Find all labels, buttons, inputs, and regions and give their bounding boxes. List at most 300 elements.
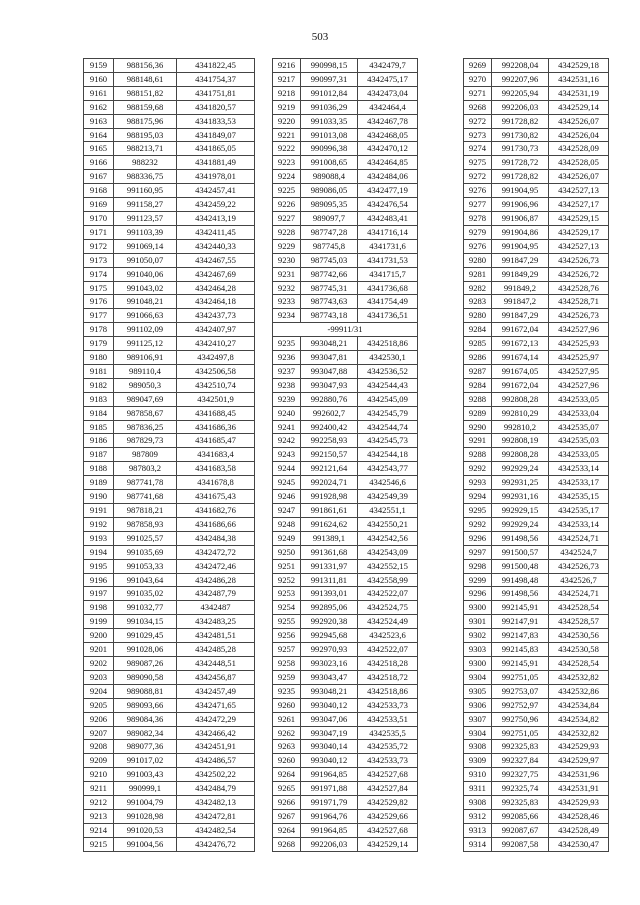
coord-x: 988148,61 (114, 72, 177, 86)
coord-x: 992325,83 (492, 740, 549, 754)
coord-x: 989106,91 (114, 351, 177, 365)
table-row (464, 601, 609, 615)
table-row (464, 615, 609, 629)
table-row (84, 782, 255, 796)
coord-y: 4342528,54 (549, 656, 609, 670)
table-row (273, 698, 418, 712)
coord-x: 991672,04 (492, 378, 549, 392)
point-id: 9196 (84, 573, 114, 587)
point-id: 9280 (464, 253, 492, 267)
table-row (84, 114, 255, 128)
table-row (464, 782, 609, 796)
coord-y: 4342526,72 (549, 267, 609, 281)
coord-x: 991123,57 (114, 211, 177, 225)
table-row (84, 309, 255, 323)
coord-y: 4342533,14 (549, 462, 609, 476)
table-row (273, 504, 418, 518)
table-row (464, 670, 609, 684)
coord-x: 988195,03 (114, 128, 177, 142)
point-id: 9235 (273, 684, 301, 698)
point-id: 9266 (273, 796, 301, 810)
coord-x: 991035,02 (114, 587, 177, 601)
coord-y: 4342552,15 (358, 559, 418, 573)
table-row (273, 114, 418, 128)
coord-x: 991672,04 (492, 323, 549, 337)
coord-x: 991674,05 (492, 364, 549, 378)
coord-y: 4342528,49 (549, 823, 609, 837)
coord-y: 4342526,73 (549, 309, 609, 323)
table-row (273, 100, 418, 114)
table-row (273, 823, 418, 837)
coord-x: 991861,61 (301, 504, 358, 518)
table-row (84, 809, 255, 823)
coord-y: 4342457,49 (177, 684, 255, 698)
table-row (84, 490, 255, 504)
point-id: 9258 (273, 656, 301, 670)
coord-x: 991971,79 (301, 796, 358, 810)
point-id: 9222 (273, 142, 301, 156)
coord-y: 4342529,97 (549, 754, 609, 768)
point-id: 9295 (464, 504, 492, 518)
coord-x: 991498,56 (492, 531, 549, 545)
table-row (84, 670, 255, 684)
coord-y: 4341820,57 (177, 100, 255, 114)
table-row (273, 573, 418, 587)
coord-y: 4341833,53 (177, 114, 255, 128)
table-row (464, 629, 609, 643)
table-row (273, 198, 418, 212)
point-id: 9181 (84, 364, 114, 378)
table-row (273, 267, 418, 281)
table-row (273, 239, 418, 253)
point-id: 9193 (84, 531, 114, 545)
coord-y: 4342530,56 (549, 629, 609, 643)
coord-x: 992325,74 (492, 782, 549, 796)
point-id: 9249 (273, 531, 301, 545)
coord-x: 991032,77 (114, 601, 177, 615)
coord-y: 4342528,71 (549, 295, 609, 309)
coord-x: 992147,91 (492, 615, 549, 629)
point-id: 9233 (273, 295, 301, 309)
table-row (273, 170, 418, 184)
table-row (84, 712, 255, 726)
table-row (84, 504, 255, 518)
coord-x: 993023,16 (301, 656, 358, 670)
point-id: 9220 (273, 114, 301, 128)
coord-y: 4342528,09 (549, 142, 609, 156)
coord-y: 4342529,14 (549, 100, 609, 114)
coord-y: 4342529,14 (358, 837, 418, 851)
table-row (84, 170, 255, 184)
coord-x: 992150,57 (301, 448, 358, 462)
coord-x: 988232 (114, 156, 177, 170)
coord-y: 4342527,13 (549, 239, 609, 253)
point-id: 9177 (84, 309, 114, 323)
coord-y: 4342535,17 (549, 504, 609, 518)
table-row (84, 295, 255, 309)
point-id: 9260 (273, 698, 301, 712)
coord-y: 4342530,47 (549, 837, 609, 851)
table-row (273, 434, 418, 448)
coord-x: 991847,29 (492, 253, 549, 267)
coord-y: 4342531,96 (549, 768, 609, 782)
table-row (84, 198, 255, 212)
point-id: 9240 (273, 406, 301, 420)
point-id: 9202 (84, 656, 114, 670)
point-id: 9215 (84, 837, 114, 851)
coord-x: 992087,67 (492, 823, 549, 837)
point-id: 9231 (273, 267, 301, 281)
coord-x: 989088,81 (114, 684, 177, 698)
point-id: 9247 (273, 504, 301, 518)
table-row (464, 809, 609, 823)
table-row (273, 462, 418, 476)
point-id: 9164 (84, 128, 114, 142)
coord-x: 991904,95 (492, 239, 549, 253)
coord-y: 4342524,71 (549, 587, 609, 601)
point-id: 9199 (84, 615, 114, 629)
table-row (464, 712, 609, 726)
table-row (273, 740, 418, 754)
table-row (84, 615, 255, 629)
coord-x: 993047,93 (301, 378, 358, 392)
coord-x: 987743,63 (301, 295, 358, 309)
coord-x: 992808,28 (492, 448, 549, 462)
coord-y: 4342534,82 (549, 712, 609, 726)
coord-x: 991102,09 (114, 323, 177, 337)
point-id: 9187 (84, 448, 114, 462)
table-row (464, 100, 609, 114)
point-id: 9191 (84, 504, 114, 518)
coord-y: 4341822,45 (177, 59, 255, 73)
table-row (464, 114, 609, 128)
table-row (273, 712, 418, 726)
table-row (84, 281, 255, 295)
coord-y: 4342482,54 (177, 823, 255, 837)
coord-y: 4342526,7 (549, 573, 609, 587)
coord-x: 992945,68 (301, 629, 358, 643)
coord-x: 991025,57 (114, 531, 177, 545)
coord-y: 4342527,95 (549, 364, 609, 378)
coord-y: 4342484,79 (177, 782, 255, 796)
coord-y: 4342522,07 (358, 643, 418, 657)
coord-y: 4342527,96 (549, 378, 609, 392)
coord-y: 4342530,1 (358, 351, 418, 365)
point-id: 9284 (464, 378, 492, 392)
coord-y: 4342476,54 (358, 198, 418, 212)
coord-y: 4342467,55 (177, 253, 255, 267)
coord-x: 992808,19 (492, 434, 549, 448)
table-row (273, 253, 418, 267)
point-id: 9262 (273, 726, 301, 740)
coord-y: 4342531,16 (549, 72, 609, 86)
point-id: 9285 (464, 337, 492, 351)
coord-x: 993043,47 (301, 670, 358, 684)
point-id: 9198 (84, 601, 114, 615)
point-id: 9174 (84, 267, 114, 281)
table-row (84, 517, 255, 531)
table-row (464, 351, 609, 365)
coord-y: 4341683,58 (177, 462, 255, 476)
table-row (84, 239, 255, 253)
point-id: 9303 (464, 643, 492, 657)
table-row (273, 490, 418, 504)
coord-x: 992327,75 (492, 768, 549, 782)
coord-y: 4342518,86 (358, 337, 418, 351)
table-row (273, 656, 418, 670)
coord-y: 4341678,8 (177, 476, 255, 490)
coord-x: 992808,28 (492, 392, 549, 406)
coord-y: 4342472,29 (177, 712, 255, 726)
point-id: 9286 (464, 351, 492, 365)
coord-y: 4342528,76 (549, 281, 609, 295)
point-id: 9171 (84, 225, 114, 239)
table-row (84, 629, 255, 643)
point-id: 9197 (84, 587, 114, 601)
table-row (464, 504, 609, 518)
point-id: 9166 (84, 156, 114, 170)
coord-x: 988159,68 (114, 100, 177, 114)
coord-y: 4342535,72 (358, 740, 418, 754)
point-id: 9282 (464, 281, 492, 295)
table-row (464, 823, 609, 837)
point-id: 9307 (464, 712, 492, 726)
coord-x: 992751,05 (492, 726, 549, 740)
table-row (84, 142, 255, 156)
coord-y: 4342472,72 (177, 545, 255, 559)
coord-y: 4342527,68 (358, 823, 418, 837)
coord-x: 992751,05 (492, 670, 549, 684)
point-id: 9275 (464, 156, 492, 170)
table-row (464, 309, 609, 323)
coord-y: 4342535,07 (549, 420, 609, 434)
coord-x: 987818,21 (114, 504, 177, 518)
coord-y: 4342535,03 (549, 434, 609, 448)
table-row (273, 476, 418, 490)
table-row (273, 406, 418, 420)
coord-y: 4342456,87 (177, 670, 255, 684)
coord-x: 989095,35 (301, 198, 358, 212)
coord-y: 4342464,28 (177, 281, 255, 295)
coord-y: 4341731,53 (358, 253, 418, 267)
table-row (273, 559, 418, 573)
coord-x: 992206,03 (301, 837, 358, 851)
point-id: 9268 (273, 837, 301, 851)
table-row (84, 184, 255, 198)
table-row (464, 796, 609, 810)
coord-x: 991043,64 (114, 573, 177, 587)
coord-x: 991043,02 (114, 281, 177, 295)
point-id: 9302 (464, 629, 492, 643)
coord-y: 4342531,91 (549, 782, 609, 796)
coord-x: 992752,97 (492, 698, 549, 712)
coord-x: 993047,06 (301, 712, 358, 726)
point-id: 9168 (84, 184, 114, 198)
table-row (84, 643, 255, 657)
coord-y: 4342526,73 (549, 559, 609, 573)
coord-y: 4342545,09 (358, 392, 418, 406)
coord-x: 992810,2 (492, 420, 549, 434)
table-row (464, 211, 609, 225)
point-id: 9194 (84, 545, 114, 559)
coordinates-table-left (83, 58, 255, 852)
point-id: 9290 (464, 420, 492, 434)
coord-y: 4342545,79 (358, 406, 418, 420)
point-id: 9259 (273, 670, 301, 684)
coord-y: 4342542,56 (358, 531, 418, 545)
coord-y: 4341683,4 (177, 448, 255, 462)
coord-x: 991971,88 (301, 782, 358, 796)
coord-y: 4342479,7 (358, 59, 418, 73)
point-id: 9208 (84, 740, 114, 754)
coord-x: 991500,48 (492, 559, 549, 573)
coord-x: 989090,58 (114, 670, 177, 684)
coord-y: 4342437,73 (177, 309, 255, 323)
table-row (464, 545, 609, 559)
coord-x: 992208,04 (492, 59, 549, 73)
coord-y: 4341686,66 (177, 517, 255, 531)
coord-y: 4342518,28 (358, 656, 418, 670)
coord-x: 987747,28 (301, 225, 358, 239)
point-id: 9244 (273, 462, 301, 476)
coord-y: 4342523,6 (358, 629, 418, 643)
table-row (464, 476, 609, 490)
table-row (84, 545, 255, 559)
point-id: 9190 (84, 490, 114, 504)
coord-x: 991050,07 (114, 253, 177, 267)
coord-y: 4342464,85 (358, 156, 418, 170)
point-id: 9201 (84, 643, 114, 657)
coord-x: 989097,7 (301, 211, 358, 225)
table-row (273, 225, 418, 239)
coord-y: 4342477,19 (358, 184, 418, 198)
point-id: 9243 (273, 448, 301, 462)
coord-y: 4342407,97 (177, 323, 255, 337)
coord-y: 4342472,81 (177, 809, 255, 823)
table-row (84, 559, 255, 573)
table-row (273, 309, 418, 323)
coord-y: 4342487,79 (177, 587, 255, 601)
coord-x: 991849,29 (492, 267, 549, 281)
point-id: 9273 (464, 128, 492, 142)
point-id: 9219 (273, 100, 301, 114)
table-row (464, 239, 609, 253)
table-row (84, 211, 255, 225)
coord-x: 987745,03 (301, 253, 358, 267)
coord-y: 4342448,51 (177, 656, 255, 670)
coord-x: 991393,01 (301, 587, 358, 601)
table-row (273, 364, 418, 378)
table-row (464, 86, 609, 100)
coord-x: 992931,16 (492, 490, 549, 504)
point-id: 9280 (464, 309, 492, 323)
point-id: 9301 (464, 615, 492, 629)
point-id: 9252 (273, 573, 301, 587)
coord-y: 4342533,17 (549, 476, 609, 490)
coord-y: 4341715,7 (358, 267, 418, 281)
table-row (273, 754, 418, 768)
coord-x: 991008,65 (301, 156, 358, 170)
coord-y: 4342524,71 (549, 531, 609, 545)
coord-x: 989086,05 (301, 184, 358, 198)
coord-x: 991013,08 (301, 128, 358, 142)
point-id: 9306 (464, 698, 492, 712)
coord-y: 4342558,99 (358, 573, 418, 587)
point-id: 9225 (273, 184, 301, 198)
coord-y: 4342472,46 (177, 559, 255, 573)
table-row (464, 253, 609, 267)
point-id: 9291 (464, 434, 492, 448)
coord-x: 987745,8 (301, 239, 358, 253)
coord-y: 4342533,73 (358, 754, 418, 768)
coord-x: 993048,21 (301, 684, 358, 698)
coord-x: 991624,62 (301, 517, 358, 531)
coord-y: 4342485,28 (177, 643, 255, 657)
coord-y: 4341736,51 (358, 309, 418, 323)
table-row (464, 392, 609, 406)
coord-y: 4342526,07 (549, 114, 609, 128)
point-id: 9304 (464, 670, 492, 684)
point-id: 9169 (84, 198, 114, 212)
point-id: 9284 (464, 323, 492, 337)
point-id: 9278 (464, 211, 492, 225)
point-id: 9287 (464, 364, 492, 378)
coord-y: 4342543,77 (358, 462, 418, 476)
coord-x: 989093,66 (114, 698, 177, 712)
coord-y: 4342529,18 (549, 59, 609, 73)
coord-y: 4342413,19 (177, 211, 255, 225)
table-row (464, 656, 609, 670)
point-id: 9268 (464, 100, 492, 114)
table-row (273, 142, 418, 156)
table-row (84, 476, 255, 490)
point-id: 9296 (464, 531, 492, 545)
coord-y: 4342532,82 (549, 726, 609, 740)
coord-x: 992145,91 (492, 601, 549, 615)
point-id: 9283 (464, 295, 492, 309)
coord-y: 4342526,04 (549, 128, 609, 142)
table-row (84, 698, 255, 712)
coord-x: 991053,33 (114, 559, 177, 573)
coord-x: 987809 (114, 448, 177, 462)
coord-x: 987745,31 (301, 281, 358, 295)
coord-x: 992145,83 (492, 643, 549, 657)
point-id: 9209 (84, 754, 114, 768)
coord-y: 4341736,68 (358, 281, 418, 295)
coord-y: 4342484,06 (358, 170, 418, 184)
coord-x: 991361,68 (301, 545, 358, 559)
table-row (464, 768, 609, 782)
coord-y: 4342410,27 (177, 337, 255, 351)
table-row (464, 406, 609, 420)
point-id: 9180 (84, 351, 114, 365)
coord-y: 4342483,25 (177, 615, 255, 629)
coord-y: 4342533,05 (549, 392, 609, 406)
coord-y: 4342486,28 (177, 573, 255, 587)
coord-x: 992753,07 (492, 684, 549, 698)
coord-x: 987858,93 (114, 517, 177, 531)
table-row (84, 587, 255, 601)
table-row (273, 531, 418, 545)
table-row (273, 378, 418, 392)
point-id: 9229 (273, 239, 301, 253)
point-id: 9299 (464, 573, 492, 587)
point-id: 9210 (84, 768, 114, 782)
point-id: 9288 (464, 392, 492, 406)
coord-y: 4341685,47 (177, 434, 255, 448)
table-row (464, 142, 609, 156)
coord-x: 991103,39 (114, 225, 177, 239)
